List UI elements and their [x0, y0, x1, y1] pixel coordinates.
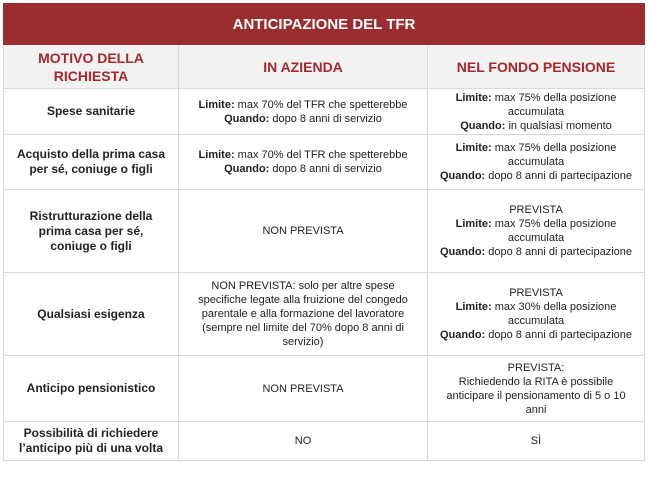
quando-value: dopo 8 anni di servizio — [272, 112, 382, 125]
azienda-text-line: servizio) — [282, 336, 324, 348]
azienda-text-line: parentale e alla formazione del lavoratore — [201, 308, 405, 320]
quando-line — [183, 112, 423, 126]
limite-line — [432, 217, 640, 245]
motivo-line: Acquisto della prima casa — [16, 147, 166, 161]
table-row — [4, 356, 645, 422]
limite-label: Limite: — [198, 149, 235, 161]
title-row — [4, 4, 645, 45]
limite-line — [432, 91, 640, 119]
motivo-cell — [4, 135, 179, 190]
header-fondo: NEL FONDO PENSIONE — [428, 45, 645, 89]
azienda-text-line: (sempre nel limite del 70% dopo 8 anni di — [202, 322, 404, 334]
motivo-cell — [4, 89, 179, 135]
fondo-cell: SÌ — [428, 422, 645, 461]
status-line: PREVISTA — [509, 287, 563, 299]
limite-line — [432, 300, 640, 328]
fondo-text-line: anni — [525, 403, 547, 416]
motivo-cell — [4, 190, 179, 273]
fondo-text-line: PREVISTA: — [507, 361, 565, 374]
azienda-text-line: specifiche legate alla fruizione del congedo — [198, 294, 408, 306]
header-motivo — [4, 45, 179, 89]
table-row — [4, 273, 645, 356]
fondo-cell — [428, 135, 645, 190]
fondo-cell — [428, 273, 645, 356]
table-row — [4, 190, 645, 273]
status-line: PREVISTA — [509, 204, 563, 216]
quando-label: Quando: — [440, 246, 486, 258]
motivo-line: Spese sanitarie — [46, 104, 136, 118]
header-row — [4, 45, 645, 89]
motivo-cell — [4, 422, 179, 461]
limite-label: Limite: — [198, 98, 235, 111]
table-row — [4, 135, 645, 190]
quando-value: in qualsiasi momento — [508, 119, 612, 132]
quando-line — [432, 119, 640, 133]
limite-value: max 70% del TFR che spetterebbe — [237, 149, 408, 161]
motivo-cell — [4, 273, 179, 356]
motivo-line: prima casa per sé, — [38, 223, 144, 238]
table-row — [4, 422, 645, 461]
azienda-cell: NON PREVISTA — [179, 356, 428, 422]
quando-label: Quando: — [460, 119, 506, 132]
limite-label: Limite: — [455, 142, 492, 154]
limite-label: Limite: — [455, 301, 492, 313]
azienda-cell — [179, 89, 428, 135]
limite-value: max 70% del TFR che spetterebbe — [237, 98, 408, 111]
azienda-cell: NON PREVISTA — [179, 190, 428, 273]
quando-value: dopo 8 anni di servizio — [272, 163, 382, 175]
limite-line — [183, 148, 423, 162]
motivo-line: per sé, coniuge o figli — [29, 162, 153, 176]
motivo-line: Anticipo pensionistico — [26, 381, 156, 395]
quando-label: Quando: — [440, 170, 486, 182]
fondo-cell — [428, 356, 645, 422]
azienda-cell: NO — [179, 422, 428, 461]
fondo-cell — [428, 89, 645, 135]
quando-label: Quando: — [224, 163, 270, 175]
motivo-line: l’anticipo più di una volta — [18, 441, 163, 455]
azienda-cell — [179, 273, 428, 356]
header-motivo-line: MOTIVO DELLA — [38, 49, 144, 66]
quando-line — [432, 328, 640, 342]
header-azienda: IN AZIENDA — [179, 45, 428, 89]
tfr-table — [3, 3, 645, 461]
quando-value: dopo 8 anni di partecipazione — [488, 329, 633, 341]
fondo-text-line: anticipare il pensionamento di 5 o 10 — [446, 389, 626, 402]
limite-value: max 30% della posizione accumulata — [494, 301, 617, 327]
quando-label: Quando: — [224, 112, 270, 125]
quando-value: dopo 8 anni di partecipazione — [488, 170, 633, 182]
table-title: ANTICIPAZIONE DEL TFR — [4, 4, 645, 45]
quando-value: dopo 8 anni di partecipazione — [488, 246, 633, 258]
limite-value: max 75% della posizione accumulata — [494, 218, 617, 244]
fondo-cell — [428, 190, 645, 273]
motivo-line: coniuge o figli — [50, 238, 132, 253]
quando-line — [432, 169, 640, 183]
limite-label: Limite: — [455, 91, 492, 104]
table-row — [4, 89, 645, 135]
quando-line — [183, 162, 423, 176]
motivo-line: Possibilità di richiedere — [23, 426, 159, 440]
motivo-line: Ristrutturazione della — [29, 208, 153, 223]
quando-label: Quando: — [440, 329, 486, 341]
quando-line — [432, 245, 640, 259]
motivo-cell — [4, 356, 179, 422]
azienda-cell — [179, 135, 428, 190]
limite-value: max 75% della posizione accumulata — [494, 142, 617, 168]
fondo-text-line: Richiedendo la RITA è possibile — [458, 375, 614, 388]
header-motivo-line: RICHIESTA — [53, 67, 129, 84]
limite-value: max 75% della posizione accumulata — [494, 91, 617, 118]
azienda-text-line: NON PREVISTA: solo per altre spese — [211, 280, 395, 292]
tfr-table-container — [3, 3, 644, 461]
limite-line — [183, 98, 423, 112]
limite-label: Limite: — [455, 218, 492, 230]
motivo-line: Qualsiasi esigenza — [37, 306, 145, 321]
limite-line — [432, 141, 640, 169]
